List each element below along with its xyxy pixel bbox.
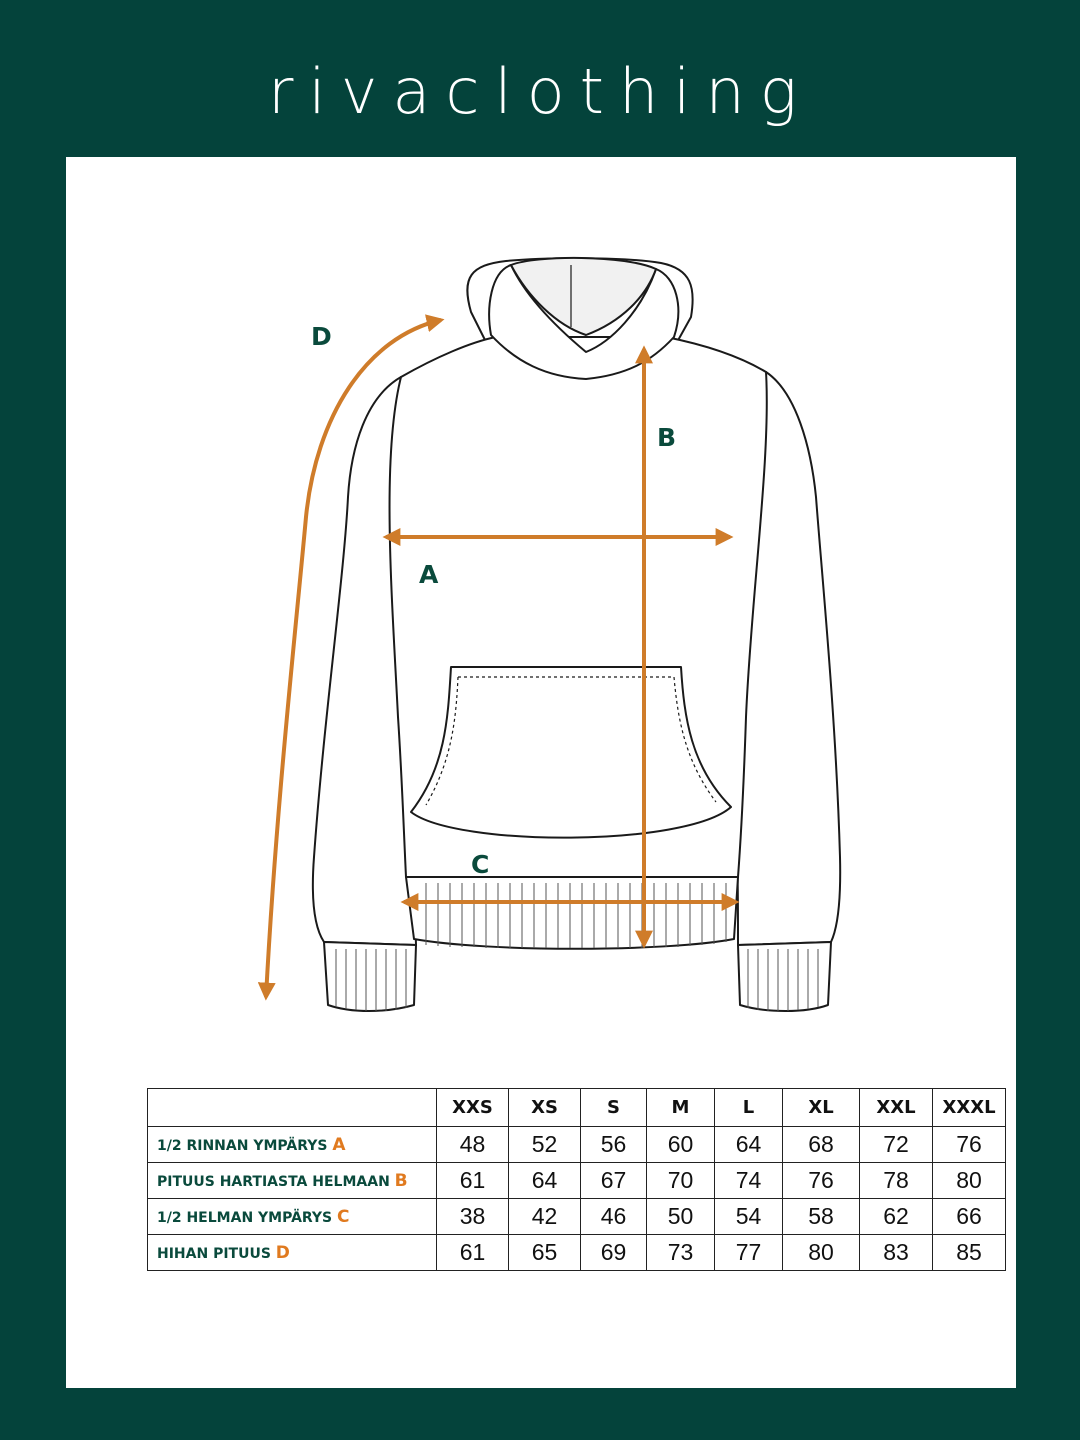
row-label: HIHAN PITUUS D xyxy=(148,1235,437,1271)
row-letter: A xyxy=(332,1134,346,1155)
header-empty xyxy=(148,1089,437,1127)
table-row xyxy=(148,1163,1006,1199)
table-cell: 58 xyxy=(783,1199,860,1235)
table-cell: 69 xyxy=(581,1235,647,1271)
size-header: M xyxy=(647,1089,715,1127)
hoodie-illustration xyxy=(313,258,840,1011)
table-cell: 54 xyxy=(715,1199,783,1235)
table-cell: 78 xyxy=(860,1163,933,1199)
table-cell: 64 xyxy=(509,1163,581,1199)
size-header: S xyxy=(581,1089,647,1127)
table-cell: 72 xyxy=(860,1127,933,1163)
table-cell: 76 xyxy=(783,1163,860,1199)
table-cell: 80 xyxy=(933,1163,1006,1199)
row-letter: B xyxy=(394,1170,408,1191)
size-chart-panel xyxy=(66,157,1016,1388)
row-letter: D xyxy=(275,1242,290,1263)
table-cell: 76 xyxy=(933,1127,1006,1163)
table-row xyxy=(148,1235,1006,1271)
size-header-row xyxy=(148,1089,1006,1127)
table-cell: 67 xyxy=(581,1163,647,1199)
table-cell: 50 xyxy=(647,1199,715,1235)
table-cell: 52 xyxy=(509,1127,581,1163)
size-table xyxy=(147,1088,1006,1271)
table-cell: 48 xyxy=(437,1127,509,1163)
table-cell: 73 xyxy=(647,1235,715,1271)
table-cell: 80 xyxy=(783,1235,860,1271)
table-cell: 83 xyxy=(860,1235,933,1271)
table-cell: 66 xyxy=(933,1199,1006,1235)
table-row xyxy=(148,1127,1006,1163)
brand-logo: rivaclothing xyxy=(268,55,812,128)
size-header: XS xyxy=(509,1089,581,1127)
size-header: L xyxy=(715,1089,783,1127)
table-cell: 70 xyxy=(647,1163,715,1199)
label-b: B xyxy=(657,423,677,452)
row-label: PITUUS HARTIASTA HELMAAN B xyxy=(148,1163,437,1199)
table-cell: 85 xyxy=(933,1235,1006,1271)
label-a: A xyxy=(419,560,439,589)
table-cell: 42 xyxy=(509,1199,581,1235)
hoodie-diagram xyxy=(66,157,1016,1057)
size-header: XXL xyxy=(860,1089,933,1127)
table-cell: 61 xyxy=(437,1163,509,1199)
table-cell: 56 xyxy=(581,1127,647,1163)
row-letter: C xyxy=(337,1206,350,1227)
label-d: D xyxy=(311,322,332,351)
size-header: XL xyxy=(783,1089,860,1127)
size-header: XXS xyxy=(437,1089,509,1127)
table-cell: 38 xyxy=(437,1199,509,1235)
table-row xyxy=(148,1199,1006,1235)
table-cell: 68 xyxy=(783,1127,860,1163)
table-cell: 62 xyxy=(860,1199,933,1235)
row-label: 1/2 HELMAN YMPÄRYS C xyxy=(148,1199,437,1235)
table-cell: 60 xyxy=(647,1127,715,1163)
table-cell: 61 xyxy=(437,1235,509,1271)
label-c: C xyxy=(471,850,490,879)
table-cell: 46 xyxy=(581,1199,647,1235)
table-cell: 64 xyxy=(715,1127,783,1163)
size-header: XXXL xyxy=(933,1089,1006,1127)
table-cell: 77 xyxy=(715,1235,783,1271)
table-cell: 65 xyxy=(509,1235,581,1271)
table-cell: 74 xyxy=(715,1163,783,1199)
row-label: 1/2 RINNAN YMPÄRYS A xyxy=(148,1127,437,1163)
